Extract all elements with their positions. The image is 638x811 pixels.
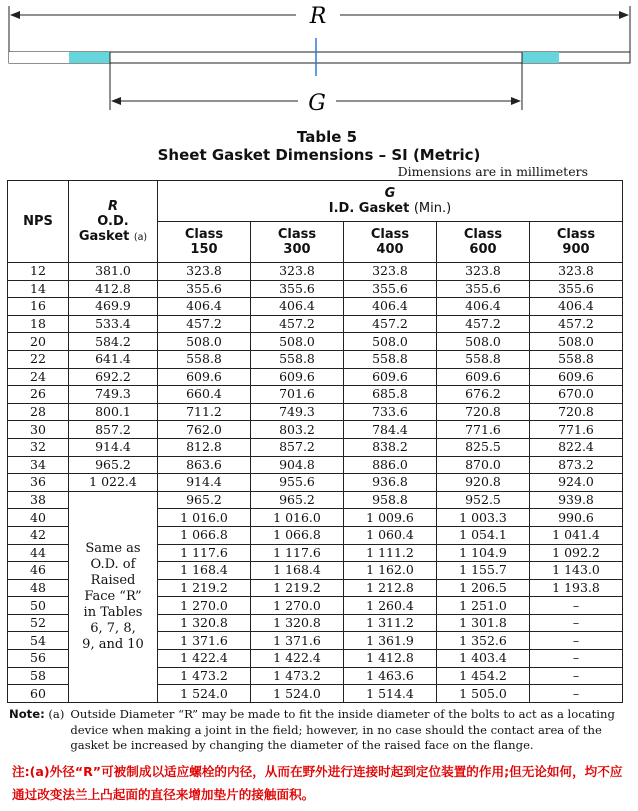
cell-c400: 733.6 bbox=[344, 403, 437, 421]
cell-od: 412.8 bbox=[69, 280, 158, 298]
cell-c600: 508.0 bbox=[437, 333, 530, 351]
cell-c600: 920.8 bbox=[437, 474, 530, 492]
header-class-rating: 300 bbox=[283, 242, 311, 257]
cell-c400: 457.2 bbox=[344, 315, 437, 333]
cell-nps: 30 bbox=[8, 421, 69, 439]
cell-c150: 1 320.8 bbox=[158, 614, 251, 632]
cell-c600: 1 403.4 bbox=[437, 650, 530, 668]
header-class-rating: 600 bbox=[469, 242, 497, 257]
r-arrow-left bbox=[10, 11, 20, 19]
cell-od: 914.4 bbox=[69, 438, 158, 456]
cell-c150: 355.6 bbox=[158, 280, 251, 298]
cell-c150: 711.2 bbox=[158, 403, 251, 421]
cell-c400: 1 514.4 bbox=[344, 685, 437, 703]
cell-c900: – bbox=[530, 614, 623, 632]
cell-c900: 323.8 bbox=[530, 263, 623, 281]
cell-od: 641.4 bbox=[69, 350, 158, 368]
header-od-line2 bbox=[69, 229, 157, 245]
r-arrow-right bbox=[619, 11, 629, 19]
cell-c600: 771.6 bbox=[437, 421, 530, 439]
header-od-gasket: Gasket bbox=[78, 228, 130, 244]
cell-c600: 1 352.6 bbox=[437, 632, 530, 650]
cell-od: 469.9 bbox=[69, 298, 158, 316]
table-title: Table 5 bbox=[296, 128, 358, 146]
table-row bbox=[8, 298, 623, 316]
cell-c600: 1 251.0 bbox=[437, 597, 530, 615]
units-note: Dimensions are in millimeters bbox=[397, 164, 588, 179]
header-class-word: Class bbox=[184, 227, 224, 242]
cell-c400: 355.6 bbox=[344, 280, 437, 298]
merged-od-line: Same as bbox=[85, 540, 141, 556]
merged-od-line: Face “R” bbox=[84, 588, 142, 604]
cell-nps: 56 bbox=[8, 650, 69, 668]
cell-c150: 1 371.6 bbox=[158, 632, 251, 650]
cell-nps: 40 bbox=[8, 509, 69, 527]
cell-od: 584.2 bbox=[69, 333, 158, 351]
header-id-gasket bbox=[158, 181, 623, 222]
cell-c300: 749.3 bbox=[251, 403, 344, 421]
cell-c300: 1 422.4 bbox=[251, 650, 344, 668]
merged-od-line: 6, 7, 8, bbox=[90, 620, 136, 636]
cell-c900: 406.4 bbox=[530, 298, 623, 316]
header-class-3 bbox=[437, 222, 530, 263]
cell-c150: 863.6 bbox=[158, 456, 251, 474]
cell-c600: 952.5 bbox=[437, 491, 530, 509]
cell-c300: 1 270.0 bbox=[251, 597, 344, 615]
cell-c400: 1 009.6 bbox=[344, 509, 437, 527]
cell-nps: 46 bbox=[8, 562, 69, 580]
cell-c600: 720.8 bbox=[437, 403, 530, 421]
table-row bbox=[8, 333, 623, 351]
cell-c400: 1 162.0 bbox=[344, 562, 437, 580]
gasket-dimensions-table bbox=[7, 180, 623, 703]
table-row bbox=[8, 421, 623, 439]
cell-c900: 508.0 bbox=[530, 333, 623, 351]
cell-c150: 609.6 bbox=[158, 368, 251, 386]
cell-c400: 1 260.4 bbox=[344, 597, 437, 615]
cell-c600: 870.0 bbox=[437, 456, 530, 474]
cell-c900: 924.0 bbox=[530, 474, 623, 492]
cell-c400: 958.8 bbox=[344, 491, 437, 509]
header-class-4 bbox=[530, 222, 623, 263]
gasket-face-right-color bbox=[522, 52, 559, 63]
cell-c150: 1 168.4 bbox=[158, 562, 251, 580]
cell-c900: 720.8 bbox=[530, 403, 623, 421]
cell-c150: 1 219.2 bbox=[158, 579, 251, 597]
cell-c400: 1 412.8 bbox=[344, 650, 437, 668]
header-class-word: Class bbox=[556, 227, 596, 242]
r-dimension-label: R bbox=[309, 4, 327, 29]
cell-c600: 1 206.5 bbox=[437, 579, 530, 597]
note-row bbox=[9, 707, 621, 754]
gasket-diagram bbox=[0, 0, 638, 120]
cell-c600: 1 003.3 bbox=[437, 509, 530, 527]
note-ref: (a) bbox=[48, 707, 65, 721]
cell-c150: 1 117.6 bbox=[158, 544, 251, 562]
table-body bbox=[8, 263, 623, 703]
header-od-line1: O.D. bbox=[97, 213, 129, 229]
cell-c400: 1 111.2 bbox=[344, 544, 437, 562]
table-row bbox=[8, 386, 623, 404]
cell-nps: 32 bbox=[8, 438, 69, 456]
cell-c150: 457.2 bbox=[158, 315, 251, 333]
header-id-min: (Min.) bbox=[413, 201, 452, 216]
cell-c400: 1 060.4 bbox=[344, 526, 437, 544]
header-class-rating: 400 bbox=[376, 242, 404, 257]
cell-c900: 670.0 bbox=[530, 386, 623, 404]
table-row bbox=[8, 474, 623, 492]
cell-c900: 609.6 bbox=[530, 368, 623, 386]
cell-nps: 54 bbox=[8, 632, 69, 650]
cell-c600: 1 104.9 bbox=[437, 544, 530, 562]
cell-c900: 1 041.4 bbox=[530, 526, 623, 544]
cell-c900: 939.8 bbox=[530, 491, 623, 509]
cell-c900: 771.6 bbox=[530, 421, 623, 439]
cell-c150: 406.4 bbox=[158, 298, 251, 316]
header-od bbox=[69, 181, 158, 263]
table-row bbox=[8, 456, 623, 474]
cell-c300: 1 117.6 bbox=[251, 544, 344, 562]
g-dimension-label: G bbox=[308, 91, 326, 116]
table-subtitle: Sheet Gasket Dimensions – SI (Metric) bbox=[157, 146, 481, 164]
cell-nps: 20 bbox=[8, 333, 69, 351]
merged-od-line: 9, and 10 bbox=[82, 636, 144, 652]
cell-c900: 1 143.0 bbox=[530, 562, 623, 580]
cell-c400: 406.4 bbox=[344, 298, 437, 316]
cell-c900: 1 193.8 bbox=[530, 579, 623, 597]
table-row bbox=[8, 263, 623, 281]
cell-od: 1 022.4 bbox=[69, 474, 158, 492]
cell-c300: 1 371.6 bbox=[251, 632, 344, 650]
cell-c600: 676.2 bbox=[437, 386, 530, 404]
cell-nps: 44 bbox=[8, 544, 69, 562]
header-g-symbol: G bbox=[384, 186, 396, 201]
cell-c300: 1 473.2 bbox=[251, 667, 344, 685]
table-row bbox=[8, 368, 623, 386]
cell-c900: 457.2 bbox=[530, 315, 623, 333]
cell-c400: 1 361.9 bbox=[344, 632, 437, 650]
cell-c400: 685.8 bbox=[344, 386, 437, 404]
table-note bbox=[9, 707, 621, 754]
cell-c600: 1 301.8 bbox=[437, 614, 530, 632]
table-row bbox=[8, 350, 623, 368]
cell-c300: 955.6 bbox=[251, 474, 344, 492]
cell-nps: 48 bbox=[8, 579, 69, 597]
cell-c150: 1 524.0 bbox=[158, 685, 251, 703]
table-row bbox=[8, 403, 623, 421]
cell-c300: 1 524.0 bbox=[251, 685, 344, 703]
note-text: Outside Diameter “R” may be made to fit the inside diameter of the bolts to act as a locating device when making a joint in the field; however, in no case should the contact area of the gasket be increased by changing the diameter of the raised face on the flange. bbox=[70, 707, 615, 752]
cell-c900: 1 092.2 bbox=[530, 544, 623, 562]
cell-c300: 457.2 bbox=[251, 315, 344, 333]
cell-c150: 1 016.0 bbox=[158, 509, 251, 527]
cell-c300: 406.4 bbox=[251, 298, 344, 316]
cell-c150: 914.4 bbox=[158, 474, 251, 492]
header-nps: NPS bbox=[8, 181, 69, 263]
cell-nps: 16 bbox=[8, 298, 69, 316]
cell-c300: 323.8 bbox=[251, 263, 344, 281]
cell-c300: 558.8 bbox=[251, 350, 344, 368]
cell-c600: 1 054.1 bbox=[437, 526, 530, 544]
cell-c150: 762.0 bbox=[158, 421, 251, 439]
header-class-2 bbox=[344, 222, 437, 263]
cell-od: 800.1 bbox=[69, 403, 158, 421]
cell-c150: 1 270.0 bbox=[158, 597, 251, 615]
cell-c900: 873.2 bbox=[530, 456, 623, 474]
cell-od-merged bbox=[69, 491, 158, 702]
note-label: Note: bbox=[9, 707, 45, 721]
cell-od: 857.2 bbox=[69, 421, 158, 439]
cell-nps: 28 bbox=[8, 403, 69, 421]
cell-c900: – bbox=[530, 650, 623, 668]
header-class-word: Class bbox=[463, 227, 503, 242]
cell-c150: 323.8 bbox=[158, 263, 251, 281]
cell-c400: 1 463.6 bbox=[344, 667, 437, 685]
cell-c300: 803.2 bbox=[251, 421, 344, 439]
cell-c150: 508.0 bbox=[158, 333, 251, 351]
cell-c600: 355.6 bbox=[437, 280, 530, 298]
cell-c150: 1 066.8 bbox=[158, 526, 251, 544]
header-id-line bbox=[158, 201, 622, 216]
table-row bbox=[8, 438, 623, 456]
cell-od: 692.2 bbox=[69, 368, 158, 386]
cell-c400: 508.0 bbox=[344, 333, 437, 351]
cell-c900: – bbox=[530, 667, 623, 685]
cell-c400: 1 212.8 bbox=[344, 579, 437, 597]
table-row bbox=[8, 491, 623, 509]
cell-c900: 558.8 bbox=[530, 350, 623, 368]
cell-c900: – bbox=[530, 685, 623, 703]
header-class-word: Class bbox=[277, 227, 317, 242]
merged-od-line: O.D. of bbox=[90, 556, 136, 572]
table-row bbox=[8, 315, 623, 333]
cell-c300: 355.6 bbox=[251, 280, 344, 298]
cell-c900: 990.6 bbox=[530, 509, 623, 527]
cell-c150: 812.8 bbox=[158, 438, 251, 456]
cell-c150: 660.4 bbox=[158, 386, 251, 404]
cell-nps: 12 bbox=[8, 263, 69, 281]
cell-c300: 1 219.2 bbox=[251, 579, 344, 597]
cell-nps: 24 bbox=[8, 368, 69, 386]
cell-nps: 36 bbox=[8, 474, 69, 492]
cell-c150: 558.8 bbox=[158, 350, 251, 368]
cell-nps: 14 bbox=[8, 280, 69, 298]
cell-c900: – bbox=[530, 597, 623, 615]
cell-c400: 323.8 bbox=[344, 263, 437, 281]
header-row-1 bbox=[8, 181, 623, 222]
g-arrow-right bbox=[511, 97, 521, 105]
cell-nps: 50 bbox=[8, 597, 69, 615]
cell-c600: 1 155.7 bbox=[437, 562, 530, 580]
cell-c400: 1 311.2 bbox=[344, 614, 437, 632]
cell-od: 965.2 bbox=[69, 456, 158, 474]
header-class-0 bbox=[158, 222, 251, 263]
cell-c600: 1 454.2 bbox=[437, 667, 530, 685]
header-class-rating: 900 bbox=[562, 242, 590, 257]
cell-c300: 1 066.8 bbox=[251, 526, 344, 544]
cell-c600: 825.5 bbox=[437, 438, 530, 456]
cell-c300: 609.6 bbox=[251, 368, 344, 386]
header-r-symbol: R bbox=[107, 198, 118, 214]
cell-c400: 609.6 bbox=[344, 368, 437, 386]
cell-nps: 22 bbox=[8, 350, 69, 368]
cell-c300: 1 016.0 bbox=[251, 509, 344, 527]
cell-nps: 58 bbox=[8, 667, 69, 685]
header-od-note-ref: (a) bbox=[133, 231, 148, 243]
cell-nps: 26 bbox=[8, 386, 69, 404]
cell-c600: 558.8 bbox=[437, 350, 530, 368]
cell-c600: 323.8 bbox=[437, 263, 530, 281]
header-class-word: Class bbox=[370, 227, 410, 242]
cell-nps: 18 bbox=[8, 315, 69, 333]
header-class-rating: 150 bbox=[190, 242, 218, 257]
cell-c900: – bbox=[530, 632, 623, 650]
gasket-face-left-color bbox=[69, 52, 110, 63]
cell-c150: 1 473.2 bbox=[158, 667, 251, 685]
g-arrow-left bbox=[111, 97, 121, 105]
cell-c900: 355.6 bbox=[530, 280, 623, 298]
table-title-block bbox=[0, 128, 638, 165]
cell-nps: 38 bbox=[8, 491, 69, 509]
cell-c300: 965.2 bbox=[251, 491, 344, 509]
cell-nps: 34 bbox=[8, 456, 69, 474]
note-label-group bbox=[9, 707, 70, 754]
header-class-1 bbox=[251, 222, 344, 263]
cell-c600: 406.4 bbox=[437, 298, 530, 316]
cell-c300: 904.8 bbox=[251, 456, 344, 474]
merged-od-line: Raised bbox=[90, 572, 136, 588]
cell-c600: 609.6 bbox=[437, 368, 530, 386]
merged-od-line: in Tables bbox=[83, 604, 143, 620]
cell-c600: 457.2 bbox=[437, 315, 530, 333]
cell-c600: 1 505.0 bbox=[437, 685, 530, 703]
cell-nps: 42 bbox=[8, 526, 69, 544]
cell-c900: 822.4 bbox=[530, 438, 623, 456]
cell-c400: 784.4 bbox=[344, 421, 437, 439]
cell-c300: 1 168.4 bbox=[251, 562, 344, 580]
cell-od: 381.0 bbox=[69, 263, 158, 281]
cell-c300: 857.2 bbox=[251, 438, 344, 456]
cell-od: 533.4 bbox=[69, 315, 158, 333]
cell-c400: 558.8 bbox=[344, 350, 437, 368]
chinese-translation-note: 注:(a)外径“R”可被制成以适应螺栓的内径，从而在野外进行连接时起到定位装置的作用;但无论如何，均不应通过改变法兰上凸起面的直径来增加垫片的接触面积。 bbox=[12, 764, 623, 802]
cell-c300: 508.0 bbox=[251, 333, 344, 351]
cell-od: 749.3 bbox=[69, 386, 158, 404]
cell-c400: 886.0 bbox=[344, 456, 437, 474]
cell-c400: 838.2 bbox=[344, 438, 437, 456]
cell-c150: 965.2 bbox=[158, 491, 251, 509]
cell-c300: 701.6 bbox=[251, 386, 344, 404]
header-id-label: I.D. Gasket bbox=[328, 201, 410, 216]
cell-c300: 1 320.8 bbox=[251, 614, 344, 632]
table-row bbox=[8, 280, 623, 298]
cell-nps: 52 bbox=[8, 614, 69, 632]
cell-c150: 1 422.4 bbox=[158, 650, 251, 668]
cell-c400: 936.8 bbox=[344, 474, 437, 492]
cell-nps: 60 bbox=[8, 685, 69, 703]
